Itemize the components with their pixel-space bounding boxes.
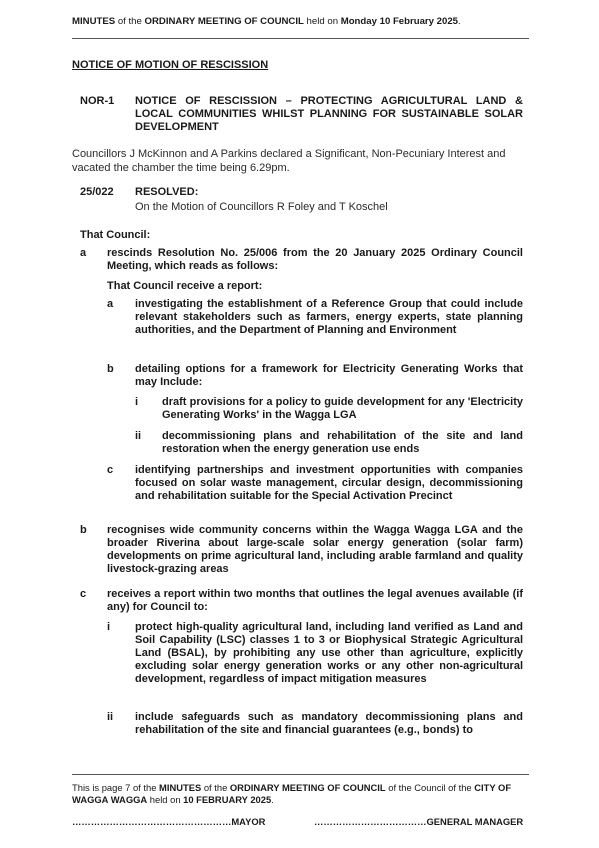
page-header — [72, 16, 532, 28]
sublist-item-text: identifying partnerships and investment opportunities with companies focused on solar waste management, circular design, decommissioning and rehabilitation suitable for the Special Activation Precinct — [135, 464, 523, 502]
list-intro: That Council receive a report: — [107, 280, 263, 292]
footer-date: 10 FEBRUARY 2025 — [183, 794, 272, 805]
header-minutes: MINUTES — [72, 16, 116, 27]
subsublist-marker: ii — [135, 430, 142, 442]
interest-declaration: Councillors J McKinnon and A Parkins declared a Significant, Non-Pecuniary Interest and vacated the chamber the time being 6.29pm. — [72, 148, 506, 174]
sublist-marker: a — [107, 298, 114, 310]
sublist-marker: i — [107, 621, 111, 633]
subsublist-marker: i — [135, 396, 139, 408]
header-meeting: ORDINARY MEETING OF COUNCIL — [144, 16, 304, 27]
section-title: NOTICE OF MOTION OF RESCISSION — [72, 59, 269, 71]
resolution-number: 25/022 — [80, 186, 114, 198]
page-footer — [72, 782, 530, 806]
footer-text: . — [271, 794, 274, 805]
sublist-item-text: include safeguards such as mandatory decommissioning plans and rehabilitation of the site and financial guarantees (e.g., bonds) to — [135, 711, 523, 736]
header-text: held on — [303, 16, 341, 27]
motion-code: NOR-1 — [80, 95, 115, 107]
general-manager-signature-line: ………………………………GENERAL MANAGER — [314, 816, 524, 827]
footer-text: held on — [147, 794, 184, 805]
list-item-text: rescinds Resolution No. 25/006 from the 20 January 2025 Ordinary Council Meeting, which reads as follows: — [107, 247, 523, 272]
list-marker: c — [80, 588, 87, 600]
that-council-label: That Council: — [80, 229, 151, 241]
list-item-text: receives a report within two months that outlines the legal avenues available (if any) for Council to: — [107, 588, 523, 613]
header-divider — [72, 38, 529, 39]
footer-text: of the — [201, 782, 230, 793]
footer-text: This is page 7 of the — [72, 782, 160, 793]
header-text: of the — [115, 16, 145, 27]
resolution-heading: RESOLVED: — [135, 186, 199, 198]
header-date: Monday 10 February 2025 — [340, 16, 459, 27]
footer-minutes: MINUTES — [159, 782, 202, 793]
footer-council: CITY OF WAGGA WAGGA — [72, 782, 512, 805]
motion-title: NOTICE OF RESCISSION – PROTECTING AGRICULTURAL LAND & LOCAL COMMUNITIES WHILST PLANNING FOR SUSTAINABLE SOLAR DEVELOPMENT — [135, 95, 523, 133]
sublist-item-text: investigating the establishment of a Reference Group that could include relevant stakeholders such as farmers, energy experts, state planning authorities, and the Department of Planning and Environment — [135, 298, 523, 336]
mayor-signature-line: ……………………………………………MAYOR — [72, 816, 266, 827]
footer-text: of the Council of the — [385, 782, 475, 793]
header-text: . — [458, 16, 461, 27]
footer-divider — [72, 774, 529, 775]
subsublist-item-text: decommissioning plans and rehabilitation of the site and land restoration when the energy generation use ends — [162, 430, 523, 455]
resolution-mover: On the Motion of Councillors R Foley and T Koschel — [135, 201, 388, 213]
sublist-marker: ii — [107, 711, 114, 723]
sublist-marker: b — [107, 363, 114, 375]
subsublist-item-text: draft provisions for a policy to guide development for any 'Electricity Generating Works' in the Wagga LGA — [162, 396, 523, 421]
list-marker: b — [80, 524, 87, 536]
sublist-item-text: protect high-quality agricultural land, including land verified as Land and Soil Capability (LSC) classes 1 to 3 or Biophysical Strategic Agricultural Land (BSAL), by prohibiting any use other than agriculture, explicitly excluding solar energy generation works or any other non-agricultural development, regardless of impact mitigation measures — [135, 621, 523, 685]
footer-meeting: ORDINARY MEETING OF COUNCIL — [229, 782, 386, 793]
list-item-text: recognises wide community concerns within the Wagga Wagga LGA and the broader Riverina about large-scale solar energy generation (solar farm) developments on prime agricultural land, including arable farmland and quality livestock-grazing areas — [107, 524, 523, 575]
sublist-marker: c — [107, 464, 114, 476]
list-marker: a — [80, 247, 87, 259]
sublist-item-text: detailing options for a framework for Electricity Generating Works that may Include: — [135, 363, 523, 388]
